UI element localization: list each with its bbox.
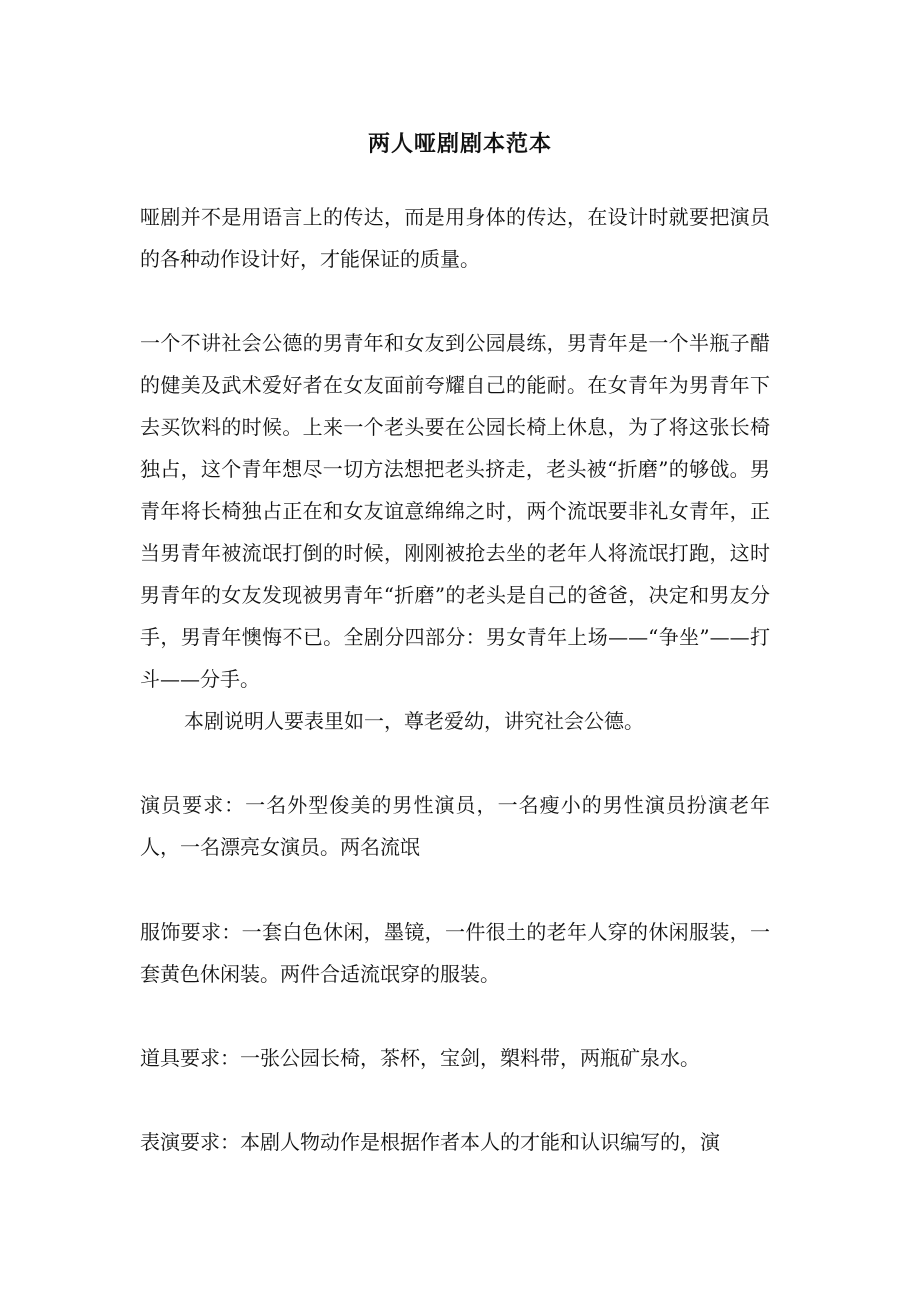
plot-summary-paragraph: 一个不讲社会公德的男青年和女友到公园晨练，男青年是一个半瓶子醋的健美及武术爱好者在女友面前夸耀自己的能耐。在女青年为男青年下去买饮料的时候。上来一个老头要在公园长椅上休息，为了将这张长椅独占，这个青年想尽一切方法想把老头挤走，老头被“折磨”的够戗。男青年将长椅独占正在和女友谊意绵绵之时，两个流氓要非礼女青年，正当男青年被流氓打倒的时候，刚刚被抢去坐的老年人将流氓打跑，这时男青年的女友发现被男青年“折磨”的老头是自己的爸爸，决定和男友分手，男青年懊悔不已。全剧分四部分：男女青年上场——“争坐”——打斗——分手。: [140, 331, 770, 691]
performance-requirements-paragraph: 表演要求：本剧人物动作是根据作者本人的才能和认识编写的，演: [140, 1130, 720, 1154]
prop-requirements-paragraph: 道具要求：一张公园长椅，茶杯，宝剑，槊料带，两瓶矿泉水。: [140, 1046, 700, 1070]
intro-paragraph: 哑剧并不是用语言上的传达，而是用身体的传达，在设计时就要把演员的各种动作设计好，才能保证的质量。: [140, 205, 770, 271]
document-title: 两人哑剧剧本范本: [367, 130, 552, 157]
actor-requirements-paragraph: 演员要求：一名外型俊美的男性演员，一名瘦小的男性演员扮演老年人，一名漂亮女演员。两名流氓: [140, 793, 770, 859]
moral-paragraph: 本剧说明人要表里如一，尊老爱幼，讲究社会公德。: [184, 709, 644, 733]
costume-requirements-paragraph: 服饰要求：一套白色休闲，墨镜，一件很土的老年人穿的休闲服装，一套黄色休闲装。两件合适流氓穿的服装。: [140, 920, 770, 986]
